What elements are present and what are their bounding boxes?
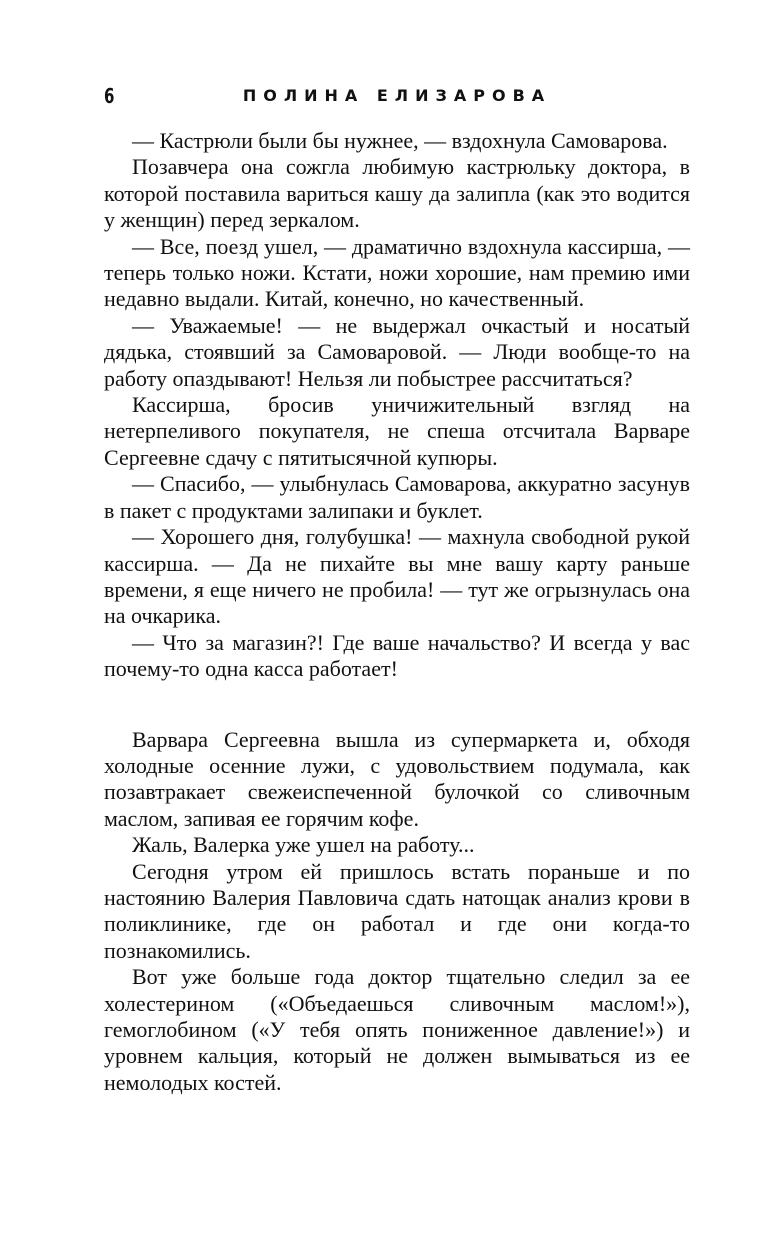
paragraph: — Хорошего дня, голубушка! — махнула свободной рукой кассирша. — Да не пихайте вы мне вашу карту раньше времени, я еще ничего не пробила! — тут же огрызнулась она на очкарика. (104, 524, 690, 629)
paragraph: Жаль, Валерка уже ушел на работу... (132, 832, 475, 858)
paragraph: Кассирша, бросив уничижительный взгляд на нетерпеливого покупателя, не спеша отсчитала Варваре Сергеевне сдачу с пятитысячной купюры. (104, 392, 690, 470)
paragraph: — Что за магазин?! Где ваше начальство? И всегда у вас почему-то одна касса работает! (104, 629, 690, 682)
paragraph: — Спасибо, — улыбнулась Самоварова, аккуратно засунув в пакет с продуктами залипаки и буклет. (104, 471, 690, 523)
paragraph: Сегодня утром ей пришлось встать пораньше и по настоянию Валерия Павловича сдать натощак анализ крови в поликлинике, где он работал и где они когда-то познакомились. (104, 858, 690, 963)
page-header (104, 84, 690, 108)
paragraph: — Уважаемые! — не выдержал очкастый и носатый дядька, стоявший за Самоваровой. — Люди вообще-то на работу опаздывают! Нельзя ли побыстрее рассчитаться? (104, 312, 690, 391)
section-break (104, 683, 690, 727)
paragraph: — Все, поезд ушел, — драматично вздохнула кассирша, — теперь только ножи. Кстати, ножи хорошие, нам премию ими недавно выдали. Китай, конечно, но качественный. (104, 233, 690, 312)
paragraph: Вот уже больше года доктор тщательно следил за ее холестерином («Объедаешься сливочным маслом!»), гемоглобином («У тебя опять пониженное давление!») и уровнем кальция, который не должен вымываться из ее немолодых костей. (104, 964, 690, 1095)
running-head-author: ПОЛИНА ЕЛИЗАРОВА (242, 86, 552, 105)
paragraph: — Кастрюли были бы нужнее, — вздохнула Самоварова. (132, 128, 668, 153)
body-text (104, 128, 690, 1096)
page-number: 6 (104, 84, 115, 108)
paragraph: Варвара Сергеевна вышла из супермаркета и, обходя холодные осенние лужи, с удовольствием подумала, как позавтракает свежеиспеченной булочкой со сливочным маслом, запивая ее горячим кофе. (104, 726, 690, 831)
paragraph: Позавчера она сожгла любимую кастрюльку доктора, в которой поставила вариться кашу да залипла (как это водится у женщин) перед зеркалом. (104, 154, 690, 233)
